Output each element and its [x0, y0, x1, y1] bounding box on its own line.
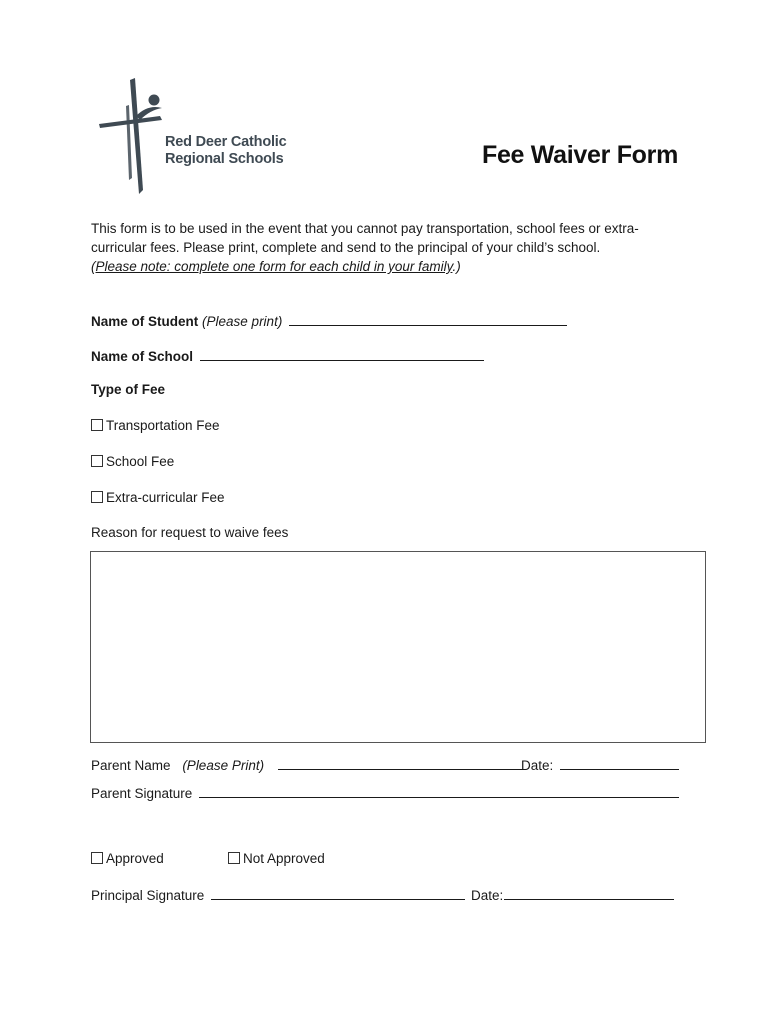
org-name — [165, 134, 287, 168]
fee-option-school[interactable] — [91, 454, 174, 469]
checkbox-icon[interactable] — [91, 852, 103, 864]
parent-name-hint: (Please Print) — [182, 758, 265, 773]
reason-text-area[interactable] — [90, 551, 706, 743]
intro-note — [91, 257, 691, 276]
student-name-label: Name of Student — [91, 314, 199, 329]
fee-option-label: School Fee — [106, 454, 175, 469]
cross-logo-icon — [96, 78, 176, 196]
fee-option-transportation[interactable] — [91, 418, 220, 433]
note-underlined-text: Please note: complete one form for each child in your family — [95, 259, 453, 274]
parent-date-label: Date: — [521, 758, 554, 773]
page-title: Fee Waiver Form — [481, 141, 678, 169]
approved-option[interactable] — [91, 851, 164, 866]
principal-date-label: Date: — [471, 888, 504, 903]
parent-date-field[interactable] — [560, 756, 679, 770]
parent-name-field[interactable] — [278, 756, 524, 770]
fee-option-extracurricular[interactable] — [91, 490, 225, 505]
note-open: ( — [91, 259, 96, 274]
fee-option-label: Extra-curricular Fee — [106, 490, 225, 505]
org-name-line1: Red Deer Catholic — [165, 134, 287, 150]
not-approved-option[interactable] — [228, 851, 325, 866]
student-name-field[interactable] — [289, 312, 567, 326]
note-close: .) — [452, 259, 461, 274]
principal-signature-field[interactable] — [211, 886, 465, 900]
school-name-label: Name of School — [91, 349, 194, 364]
school-logo — [96, 78, 296, 196]
parent-signature-row — [91, 784, 679, 801]
principal-date-field[interactable] — [504, 886, 674, 900]
parent-date-row — [521, 756, 679, 773]
reason-label: Reason for request to waive fees — [91, 525, 289, 540]
intro-paragraph — [91, 219, 691, 276]
approved-label: Approved — [106, 851, 164, 866]
checkbox-icon[interactable] — [228, 852, 240, 864]
checkbox-icon[interactable] — [91, 491, 103, 503]
principal-signature-row — [91, 886, 465, 903]
school-name-row — [91, 347, 484, 364]
student-name-row — [91, 312, 567, 329]
not-approved-label: Not Approved — [243, 851, 325, 866]
fee-type-label: Type of Fee — [91, 382, 166, 397]
intro-line-2: curricular fees. Please print, complete and send to the principal of your child’s school. — [91, 240, 601, 255]
parent-signature-field[interactable] — [199, 784, 679, 798]
org-name-line2: Regional Schools — [165, 151, 284, 167]
principal-date-row — [471, 886, 674, 903]
school-name-field[interactable] — [200, 347, 484, 361]
fee-option-label: Transportation Fee — [106, 418, 220, 433]
checkbox-icon[interactable] — [91, 455, 103, 467]
student-name-hint: (Please print) — [202, 314, 283, 329]
principal-signature-label: Principal Signature — [91, 888, 205, 903]
intro-line-1: This form is to be used in the event that you cannot pay transportation, school fees or extra- — [91, 221, 639, 236]
checkbox-icon[interactable] — [91, 419, 103, 431]
parent-name-row — [91, 756, 524, 773]
parent-signature-label: Parent Signature — [91, 786, 193, 801]
parent-name-label: Parent Name — [91, 758, 171, 773]
